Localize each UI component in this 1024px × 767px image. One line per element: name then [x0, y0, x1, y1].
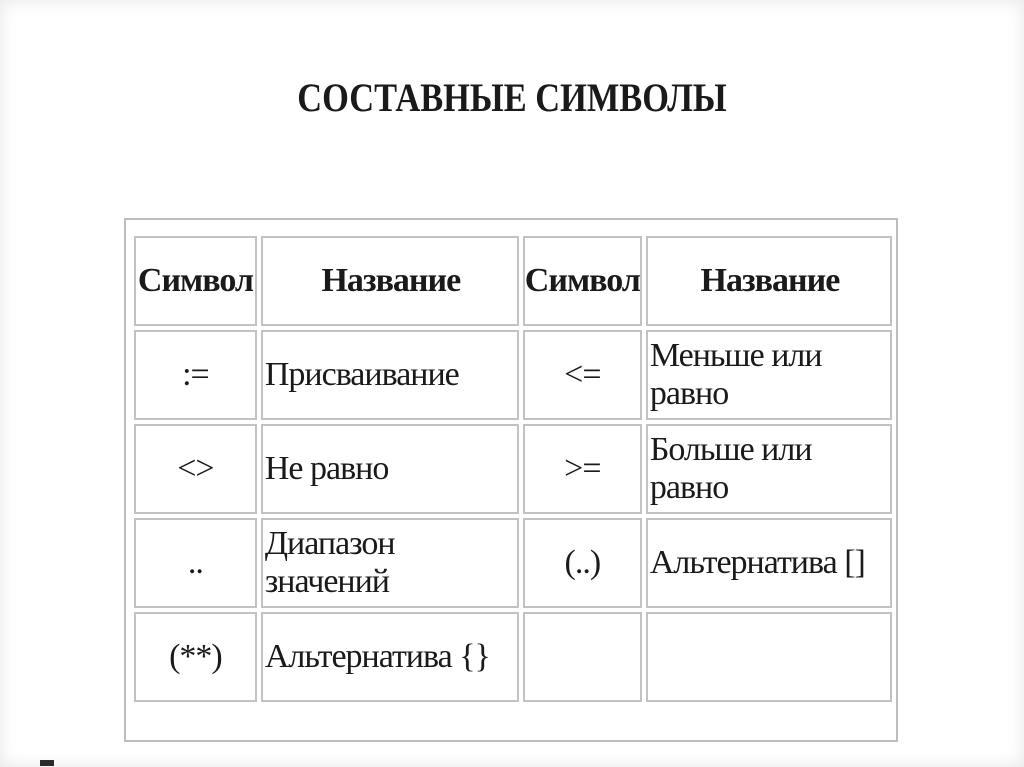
name-cell: Альтернатива [] [646, 518, 892, 608]
name-cell: Диапазон значений [261, 518, 519, 608]
symbol-cell: (**) [134, 612, 257, 702]
name-cell: Меньше или равно [646, 330, 892, 420]
symbol-cell: <= [523, 330, 642, 420]
symbol-cell: := [134, 330, 257, 420]
slide-title: СОСТАВНЫЕ СИМВОЛЫ [297, 75, 727, 120]
name-cell: Больше или равно [646, 424, 892, 514]
symbols-table-frame [124, 218, 898, 742]
name-cell: Присваивание [261, 330, 519, 420]
table-row [134, 424, 892, 514]
symbols-table [130, 232, 896, 706]
header-symbol-2: Символ [523, 236, 642, 326]
table-header-row [134, 236, 892, 326]
symbol-cell: .. [134, 518, 257, 608]
table-row [134, 518, 892, 608]
header-name-2: Название [646, 236, 892, 326]
header-name-1: Название [261, 236, 519, 326]
name-cell [646, 612, 892, 702]
table-row [134, 330, 892, 420]
symbol-cell [523, 612, 642, 702]
symbol-cell: >= [523, 424, 642, 514]
name-cell: Альтернатива {} [261, 612, 519, 702]
header-symbol-1: Символ [134, 236, 257, 326]
cropped-text-line [40, 760, 740, 767]
table-row [134, 612, 892, 702]
symbol-cell: (..) [523, 518, 642, 608]
name-cell: Не равно [261, 424, 519, 514]
symbol-cell: <> [134, 424, 257, 514]
